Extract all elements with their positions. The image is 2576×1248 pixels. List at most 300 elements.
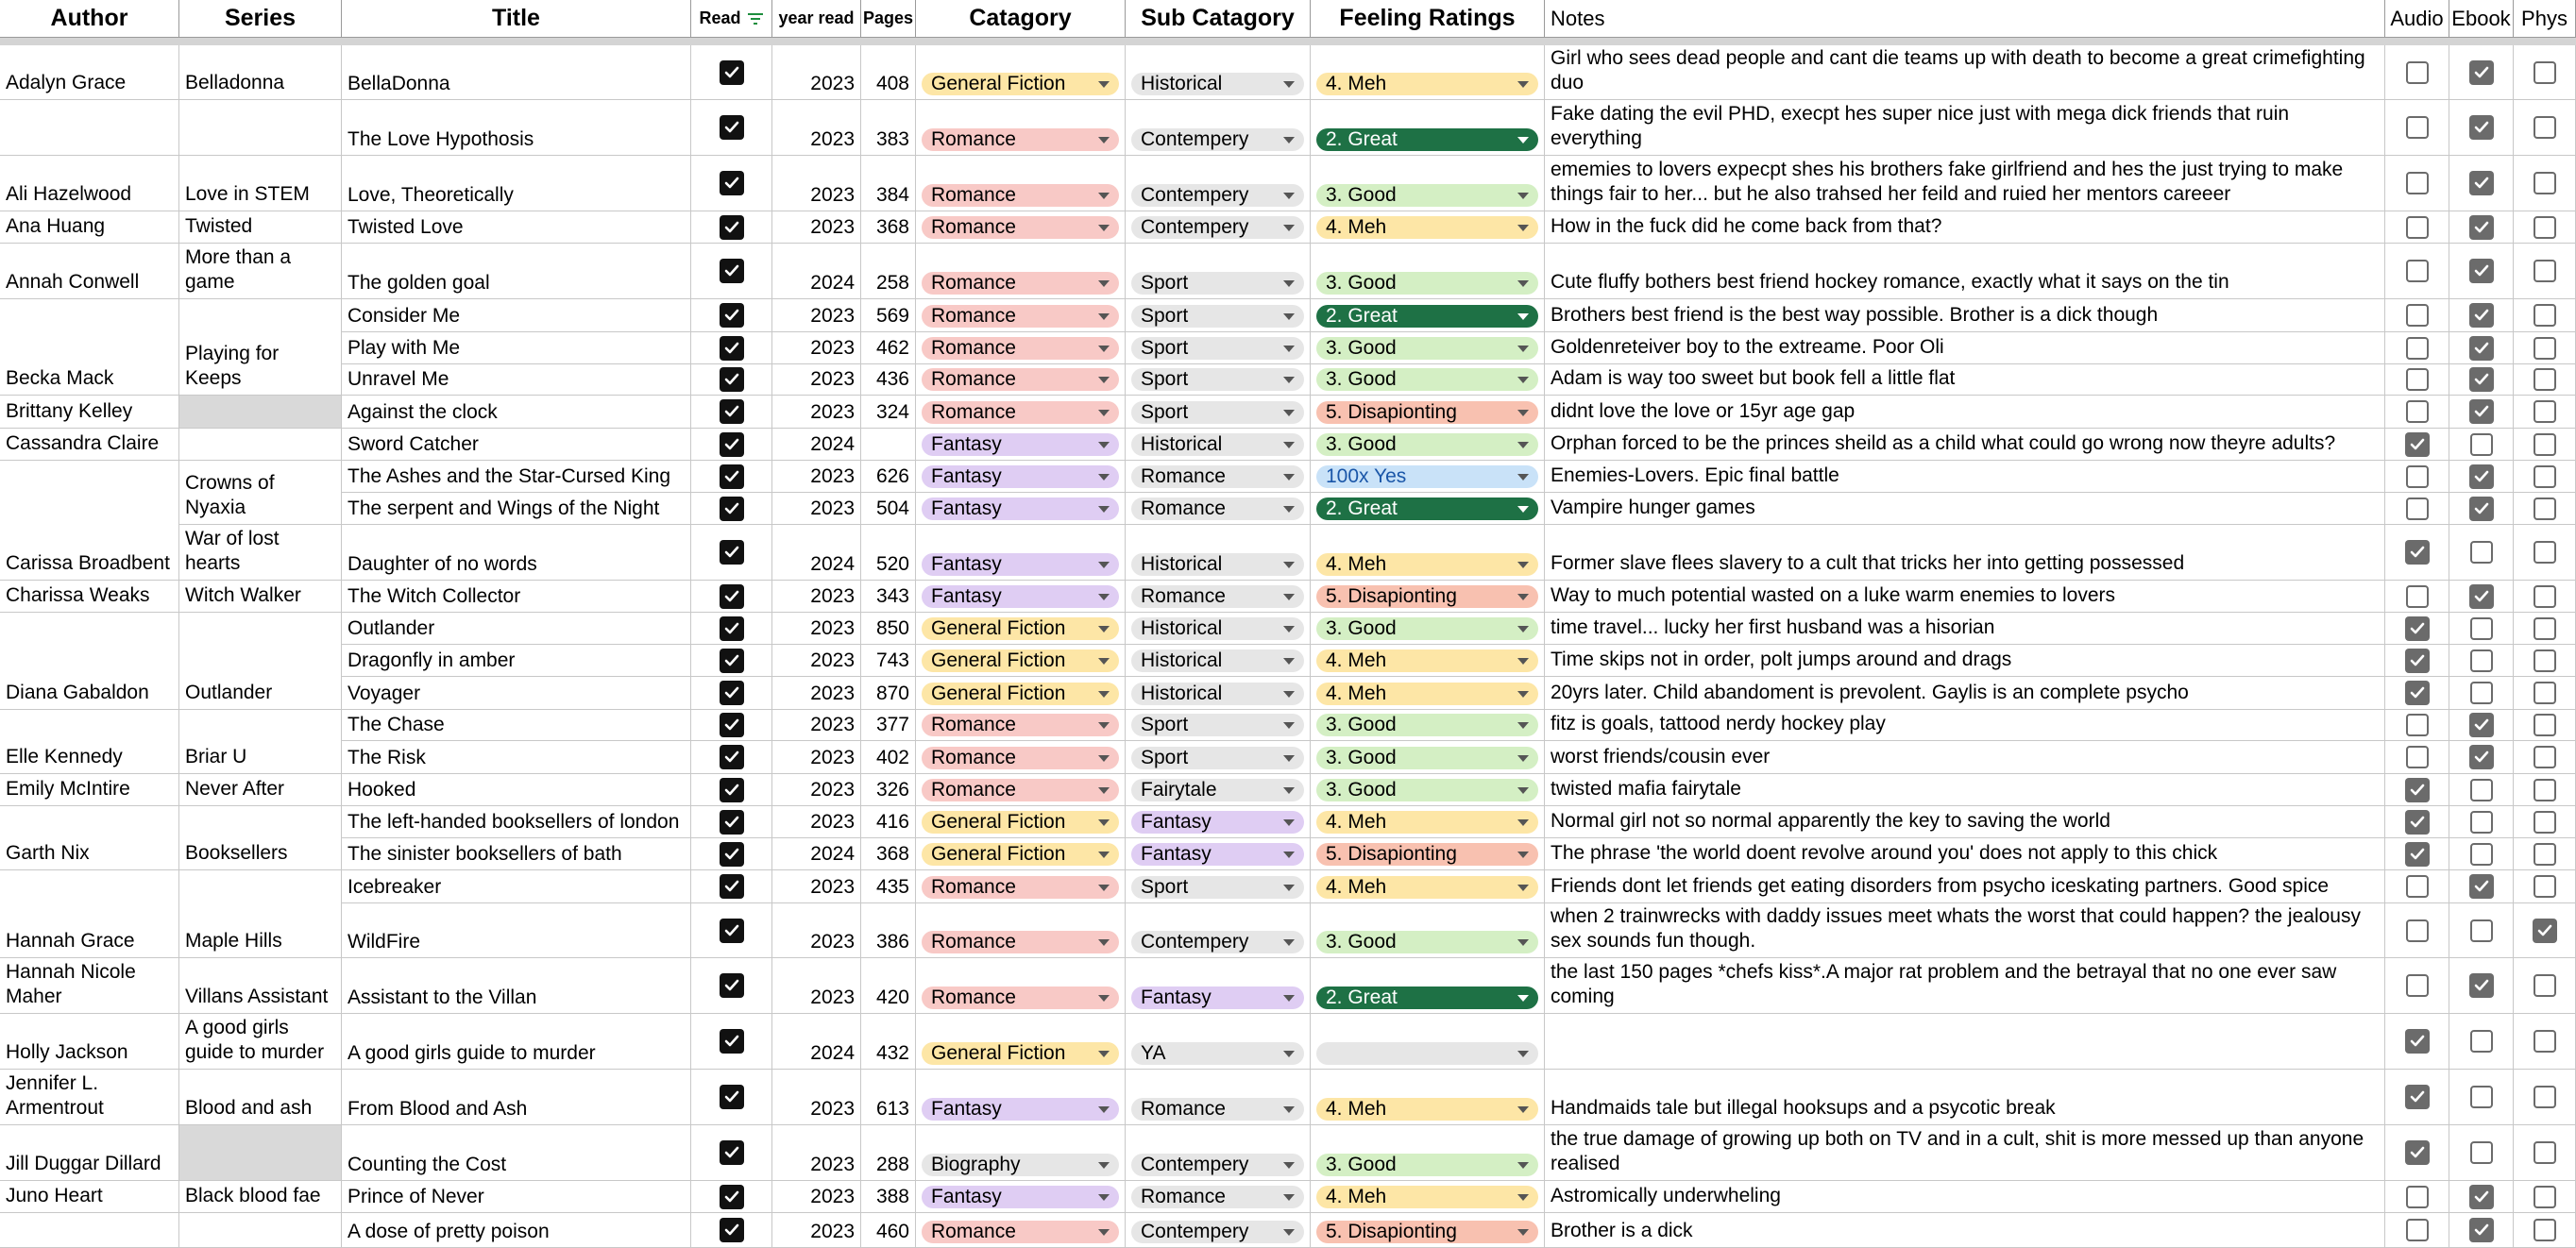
title-cell[interactable] [342,710,691,741]
category-chip[interactable] [922,1098,1119,1121]
audio-checkbox[interactable] [2406,875,2429,898]
audio-cell[interactable] [2385,461,2449,493]
audio-cell[interactable] [2385,1125,2449,1181]
sub-category-chip[interactable] [1131,683,1304,705]
dropdown-arrow-icon[interactable] [1283,1229,1295,1236]
title-cell[interactable] [342,806,691,838]
dropdown-arrow-icon[interactable] [1098,193,1110,199]
sub-category-chip[interactable] [1131,73,1304,95]
pages-cell[interactable] [861,581,916,613]
feeling-chip[interactable] [1316,1098,1538,1121]
read-cell[interactable] [691,903,772,958]
category-cell[interactable] [916,613,1126,645]
sub-category-cell[interactable] [1126,493,1311,525]
sub-category-chip[interactable] [1131,1186,1304,1208]
feeling-cell[interactable] [1311,299,1545,332]
phys-cell[interactable] [2514,958,2576,1014]
header-series[interactable] [179,0,342,38]
feeling-chip[interactable] [1316,779,1538,801]
title-cell[interactable] [342,581,691,613]
read-checkbox[interactable] [720,973,744,998]
feeling-chip[interactable] [1316,216,1538,239]
notes-cell[interactable] [1545,838,2385,870]
dropdown-arrow-icon[interactable] [1098,1162,1110,1169]
category-chip[interactable] [922,216,1119,239]
series-cell[interactable] [179,806,342,870]
author-cell[interactable] [0,1181,179,1213]
title-cell[interactable] [342,299,691,332]
category-chip[interactable] [922,184,1119,207]
author-cell[interactable] [0,958,179,1014]
ebook-cell[interactable] [2449,645,2514,677]
ebook-cell[interactable] [2449,958,2514,1014]
dropdown-arrow-icon[interactable] [1283,787,1295,794]
phys-checkbox[interactable] [2534,433,2556,456]
dropdown-arrow-icon[interactable] [1517,819,1529,826]
ebook-cell[interactable] [2449,677,2514,710]
header-physical[interactable] [2514,0,2576,38]
read-cell[interactable] [691,45,772,100]
dropdown-arrow-icon[interactable] [1283,346,1295,352]
audio-checkbox[interactable] [2405,778,2430,802]
feeling-chip[interactable] [1316,649,1538,672]
phys-checkbox[interactable] [2534,368,2556,391]
audio-cell[interactable] [2385,1014,2449,1070]
phys-checkbox[interactable] [2534,714,2556,736]
series-cell[interactable] [179,525,342,581]
year-read-cell[interactable] [772,429,861,461]
ebook-cell[interactable] [2449,493,2514,525]
pages-cell[interactable] [861,396,916,429]
author-cell[interactable] [0,45,179,100]
dropdown-arrow-icon[interactable] [1098,1051,1110,1057]
phys-cell[interactable] [2514,525,2576,581]
series-cell[interactable] [179,710,342,774]
author-cell[interactable] [0,429,179,461]
audio-cell[interactable] [2385,1181,2449,1213]
phys-checkbox[interactable] [2534,400,2556,423]
phys-cell[interactable] [2514,1125,2576,1181]
sub-category-chip[interactable] [1131,498,1304,520]
feeling-chip[interactable] [1316,1221,1538,1243]
year-read-cell[interactable] [772,613,861,645]
ebook-checkbox[interactable] [2470,649,2493,672]
title-cell[interactable] [342,613,691,645]
audio-checkbox[interactable] [2405,810,2430,835]
category-cell[interactable] [916,364,1126,396]
pages-cell[interactable] [861,364,916,396]
category-chip[interactable] [922,779,1119,801]
feeling-cell[interactable] [1311,211,1545,244]
category-chip[interactable] [922,843,1119,866]
title-cell[interactable] [342,903,691,958]
read-checkbox[interactable] [720,778,744,802]
sub-category-chip[interactable] [1131,305,1304,328]
notes-cell[interactable] [1545,1125,2385,1181]
audio-cell[interactable] [2385,741,2449,774]
ebook-checkbox[interactable] [2470,779,2493,801]
audio-cell[interactable] [2385,774,2449,806]
read-cell[interactable] [691,429,772,461]
series-cell[interactable] [179,1070,342,1125]
phys-cell[interactable] [2514,332,2576,364]
dropdown-arrow-icon[interactable] [1517,755,1529,762]
title-cell[interactable] [342,244,691,299]
sub-category-cell[interactable] [1126,958,1311,1014]
sub-category-cell[interactable] [1126,299,1311,332]
ebook-checkbox[interactable] [2469,215,2494,240]
category-cell[interactable] [916,710,1126,741]
ebook-cell[interactable] [2449,870,2514,903]
notes-cell[interactable] [1545,156,2385,211]
phys-checkbox[interactable] [2534,498,2556,520]
category-cell[interactable] [916,903,1126,958]
ebook-cell[interactable] [2449,1070,2514,1125]
audio-checkbox[interactable] [2405,616,2430,641]
read-cell[interactable] [691,1014,772,1070]
pages-cell[interactable] [861,332,916,364]
feeling-cell[interactable] [1311,1181,1545,1213]
feeling-cell[interactable] [1311,710,1545,741]
phys-cell[interactable] [2514,613,2576,645]
header-ebook[interactable] [2449,0,2514,38]
sub-category-cell[interactable] [1126,806,1311,838]
ebook-cell[interactable] [2449,396,2514,429]
read-cell[interactable] [691,1125,772,1181]
feeling-cell[interactable] [1311,45,1545,100]
read-cell[interactable] [691,774,772,806]
feeling-chip[interactable] [1316,305,1538,328]
ebook-checkbox[interactable] [2469,1218,2494,1242]
read-cell[interactable] [691,364,772,396]
sub-category-cell[interactable] [1126,903,1311,958]
feeling-chip[interactable] [1316,876,1538,899]
feeling-cell[interactable] [1311,429,1545,461]
phys-cell[interactable] [2514,838,2576,870]
sub-category-chip[interactable] [1131,272,1304,295]
dropdown-arrow-icon[interactable] [1517,137,1529,143]
read-cell[interactable] [691,870,772,903]
ebook-cell[interactable] [2449,741,2514,774]
read-cell[interactable] [691,677,772,710]
author-cell[interactable] [0,211,179,244]
year-read-cell[interactable] [772,645,861,677]
notes-cell[interactable] [1545,493,2385,525]
phys-checkbox[interactable] [2534,1086,2556,1108]
dropdown-arrow-icon[interactable] [1098,885,1110,891]
category-chip[interactable] [922,433,1119,456]
notes-cell[interactable] [1545,581,2385,613]
read-checkbox[interactable] [720,60,744,85]
ebook-checkbox[interactable] [2469,399,2494,424]
ebook-checkbox[interactable] [2469,874,2494,899]
sub-category-chip[interactable] [1131,931,1304,953]
ebook-checkbox[interactable] [2470,811,2493,834]
series-cell[interactable] [179,958,342,1014]
dropdown-arrow-icon[interactable] [1517,658,1529,665]
author-cell[interactable] [0,244,179,299]
category-chip[interactable] [922,401,1119,424]
dropdown-arrow-icon[interactable] [1098,755,1110,762]
category-chip[interactable] [922,876,1119,899]
category-cell[interactable] [916,1125,1126,1181]
phys-cell[interactable] [2514,1181,2576,1213]
series-cell[interactable] [179,1181,342,1213]
ebook-cell[interactable] [2449,332,2514,364]
dropdown-arrow-icon[interactable] [1098,474,1110,481]
dropdown-arrow-icon[interactable] [1098,787,1110,794]
pages-cell[interactable] [861,493,916,525]
ebook-checkbox[interactable] [2469,1185,2494,1209]
notes-cell[interactable] [1545,710,2385,741]
title-cell[interactable] [342,1213,691,1248]
feeling-chip[interactable] [1316,931,1538,953]
read-checkbox[interactable] [720,497,744,521]
dropdown-arrow-icon[interactable] [1517,691,1529,698]
phys-cell[interactable] [2514,461,2576,493]
category-chip[interactable] [922,585,1119,608]
category-chip[interactable] [922,305,1119,328]
feeling-chip[interactable] [1316,498,1538,520]
author-cell[interactable] [0,156,179,211]
pages-cell[interactable] [861,461,916,493]
dropdown-arrow-icon[interactable] [1283,377,1295,383]
dropdown-arrow-icon[interactable] [1517,193,1529,199]
year-read-cell[interactable] [772,299,861,332]
notes-cell[interactable] [1545,299,2385,332]
feeling-cell[interactable] [1311,645,1545,677]
year-read-cell[interactable] [772,581,861,613]
notes-cell[interactable] [1545,211,2385,244]
read-cell[interactable] [691,1070,772,1125]
read-checkbox[interactable] [720,584,744,609]
phys-cell[interactable] [2514,710,2576,741]
dropdown-arrow-icon[interactable] [1283,658,1295,665]
read-checkbox[interactable] [720,874,744,899]
series-cell[interactable] [179,244,342,299]
notes-cell[interactable] [1545,645,2385,677]
feeling-chip[interactable] [1316,1042,1538,1065]
category-cell[interactable] [916,581,1126,613]
sub-category-chip[interactable] [1131,337,1304,360]
feeling-chip[interactable] [1316,683,1538,705]
feeling-cell[interactable] [1311,806,1545,838]
ebook-cell[interactable] [2449,774,2514,806]
category-chip[interactable] [922,73,1119,95]
notes-cell[interactable] [1545,100,2385,156]
header-notes[interactable] [1545,0,2385,38]
ebook-checkbox[interactable] [2469,584,2494,609]
category-chip[interactable] [922,272,1119,295]
phys-checkbox[interactable] [2534,61,2556,84]
dropdown-arrow-icon[interactable] [1098,658,1110,665]
dropdown-arrow-icon[interactable] [1517,939,1529,946]
year-read-cell[interactable] [772,45,861,100]
read-checkbox[interactable] [720,464,744,489]
ebook-checkbox[interactable] [2469,115,2494,140]
category-chip[interactable] [922,987,1119,1009]
title-cell[interactable] [342,45,691,100]
dropdown-arrow-icon[interactable] [1098,722,1110,729]
phys-cell[interactable] [2514,211,2576,244]
ebook-cell[interactable] [2449,100,2514,156]
phys-cell[interactable] [2514,100,2576,156]
series-cell[interactable] [179,461,342,525]
feeling-cell[interactable] [1311,396,1545,429]
ebook-checkbox[interactable] [2469,303,2494,328]
year-read-cell[interactable] [772,710,861,741]
audio-cell[interactable] [2385,838,2449,870]
feeling-chip[interactable] [1316,714,1538,736]
dropdown-arrow-icon[interactable] [1283,939,1295,946]
notes-cell[interactable] [1545,429,2385,461]
category-cell[interactable] [916,156,1126,211]
read-checkbox[interactable] [720,215,744,240]
author-cell[interactable] [0,1014,179,1070]
audio-checkbox[interactable] [2406,337,2429,360]
category-cell[interactable] [916,1213,1126,1248]
author-cell[interactable] [0,613,179,710]
dropdown-arrow-icon[interactable] [1517,313,1529,320]
title-cell[interactable] [342,100,691,156]
sub-category-cell[interactable] [1126,244,1311,299]
pages-cell[interactable] [861,645,916,677]
feeling-cell[interactable] [1311,613,1545,645]
read-checkbox[interactable] [720,259,744,283]
phys-checkbox[interactable] [2534,304,2556,327]
dropdown-arrow-icon[interactable] [1517,1106,1529,1113]
series-cell[interactable] [179,211,342,244]
pages-cell[interactable] [861,429,916,461]
dropdown-arrow-icon[interactable] [1098,819,1110,826]
audio-cell[interactable] [2385,903,2449,958]
audio-checkbox[interactable] [2406,1219,2429,1241]
phys-checkbox[interactable] [2534,617,2556,640]
ebook-checkbox[interactable] [2470,682,2493,704]
dropdown-arrow-icon[interactable] [1098,377,1110,383]
category-cell[interactable] [916,299,1126,332]
notes-cell[interactable] [1545,741,2385,774]
sub-category-cell[interactable] [1126,429,1311,461]
category-chip[interactable] [922,1186,1119,1208]
year-read-cell[interactable] [772,493,861,525]
header-feeling[interactable] [1311,0,1545,38]
dropdown-arrow-icon[interactable] [1283,594,1295,600]
series-cell[interactable] [179,1213,342,1248]
phys-cell[interactable] [2514,299,2576,332]
ebook-checkbox[interactable] [2469,745,2494,769]
sub-category-chip[interactable] [1131,843,1304,866]
feeling-chip[interactable] [1316,128,1538,151]
dropdown-arrow-icon[interactable] [1517,626,1529,632]
audio-checkbox[interactable] [2405,1085,2430,1109]
ebook-cell[interactable] [2449,710,2514,741]
dropdown-arrow-icon[interactable] [1517,787,1529,794]
read-checkbox[interactable] [720,1185,744,1209]
ebook-checkbox[interactable] [2469,464,2494,489]
read-cell[interactable] [691,299,772,332]
series-cell[interactable] [179,45,342,100]
feeling-cell[interactable] [1311,1125,1545,1181]
ebook-cell[interactable] [2449,211,2514,244]
dropdown-arrow-icon[interactable] [1283,755,1295,762]
header-read[interactable] [691,0,772,38]
category-cell[interactable] [916,1014,1126,1070]
feeling-chip[interactable] [1316,585,1538,608]
category-cell[interactable] [916,838,1126,870]
audio-cell[interactable] [2385,710,2449,741]
sub-category-cell[interactable] [1126,211,1311,244]
dropdown-arrow-icon[interactable] [1283,410,1295,416]
ebook-cell[interactable] [2449,581,2514,613]
phys-cell[interactable] [2514,364,2576,396]
author-cell[interactable] [0,806,179,870]
ebook-checkbox[interactable] [2469,367,2494,392]
category-chip[interactable] [922,465,1119,488]
year-read-cell[interactable] [772,741,861,774]
phys-checkbox[interactable] [2534,337,2556,360]
phys-checkbox[interactable] [2534,116,2556,139]
year-read-cell[interactable] [772,1125,861,1181]
audio-checkbox[interactable] [2405,842,2430,867]
sub-category-chip[interactable] [1131,811,1304,834]
dropdown-arrow-icon[interactable] [1098,995,1110,1002]
header-sub-category[interactable] [1126,0,1311,38]
sub-category-cell[interactable] [1126,1181,1311,1213]
dropdown-arrow-icon[interactable] [1098,506,1110,513]
title-cell[interactable] [342,870,691,903]
title-cell[interactable] [342,493,691,525]
sub-category-chip[interactable] [1131,649,1304,672]
ebook-checkbox[interactable] [2470,1030,2493,1053]
dropdown-arrow-icon[interactable] [1517,562,1529,568]
feeling-cell[interactable] [1311,100,1545,156]
sub-category-cell[interactable] [1126,1213,1311,1248]
author-cell[interactable] [0,396,179,429]
audio-checkbox[interactable] [2406,714,2429,736]
category-chip[interactable] [922,1042,1119,1065]
ebook-cell[interactable] [2449,613,2514,645]
notes-cell[interactable] [1545,613,2385,645]
series-cell[interactable] [179,299,342,396]
dropdown-arrow-icon[interactable] [1517,506,1529,513]
year-read-cell[interactable] [772,838,861,870]
title-cell[interactable] [342,1070,691,1125]
dropdown-arrow-icon[interactable] [1283,442,1295,448]
ebook-checkbox[interactable] [2470,433,2493,456]
dropdown-arrow-icon[interactable] [1283,885,1295,891]
sub-category-chip[interactable] [1131,1221,1304,1243]
audio-cell[interactable] [2385,1070,2449,1125]
category-cell[interactable] [916,45,1126,100]
year-read-cell[interactable] [772,870,861,903]
dropdown-arrow-icon[interactable] [1517,346,1529,352]
audio-checkbox[interactable] [2405,649,2430,673]
sub-category-cell[interactable] [1126,677,1311,710]
sub-category-cell[interactable] [1126,525,1311,581]
notes-cell[interactable] [1545,525,2385,581]
phys-checkbox[interactable] [2534,465,2556,488]
category-cell[interactable] [916,1181,1126,1213]
read-cell[interactable] [691,396,772,429]
pages-cell[interactable] [861,244,916,299]
sub-category-chip[interactable] [1131,987,1304,1009]
dropdown-arrow-icon[interactable] [1098,225,1110,231]
ebook-checkbox[interactable] [2469,259,2494,283]
audio-cell[interactable] [2385,493,2449,525]
ebook-cell[interactable] [2449,1125,2514,1181]
dropdown-arrow-icon[interactable] [1517,1051,1529,1057]
